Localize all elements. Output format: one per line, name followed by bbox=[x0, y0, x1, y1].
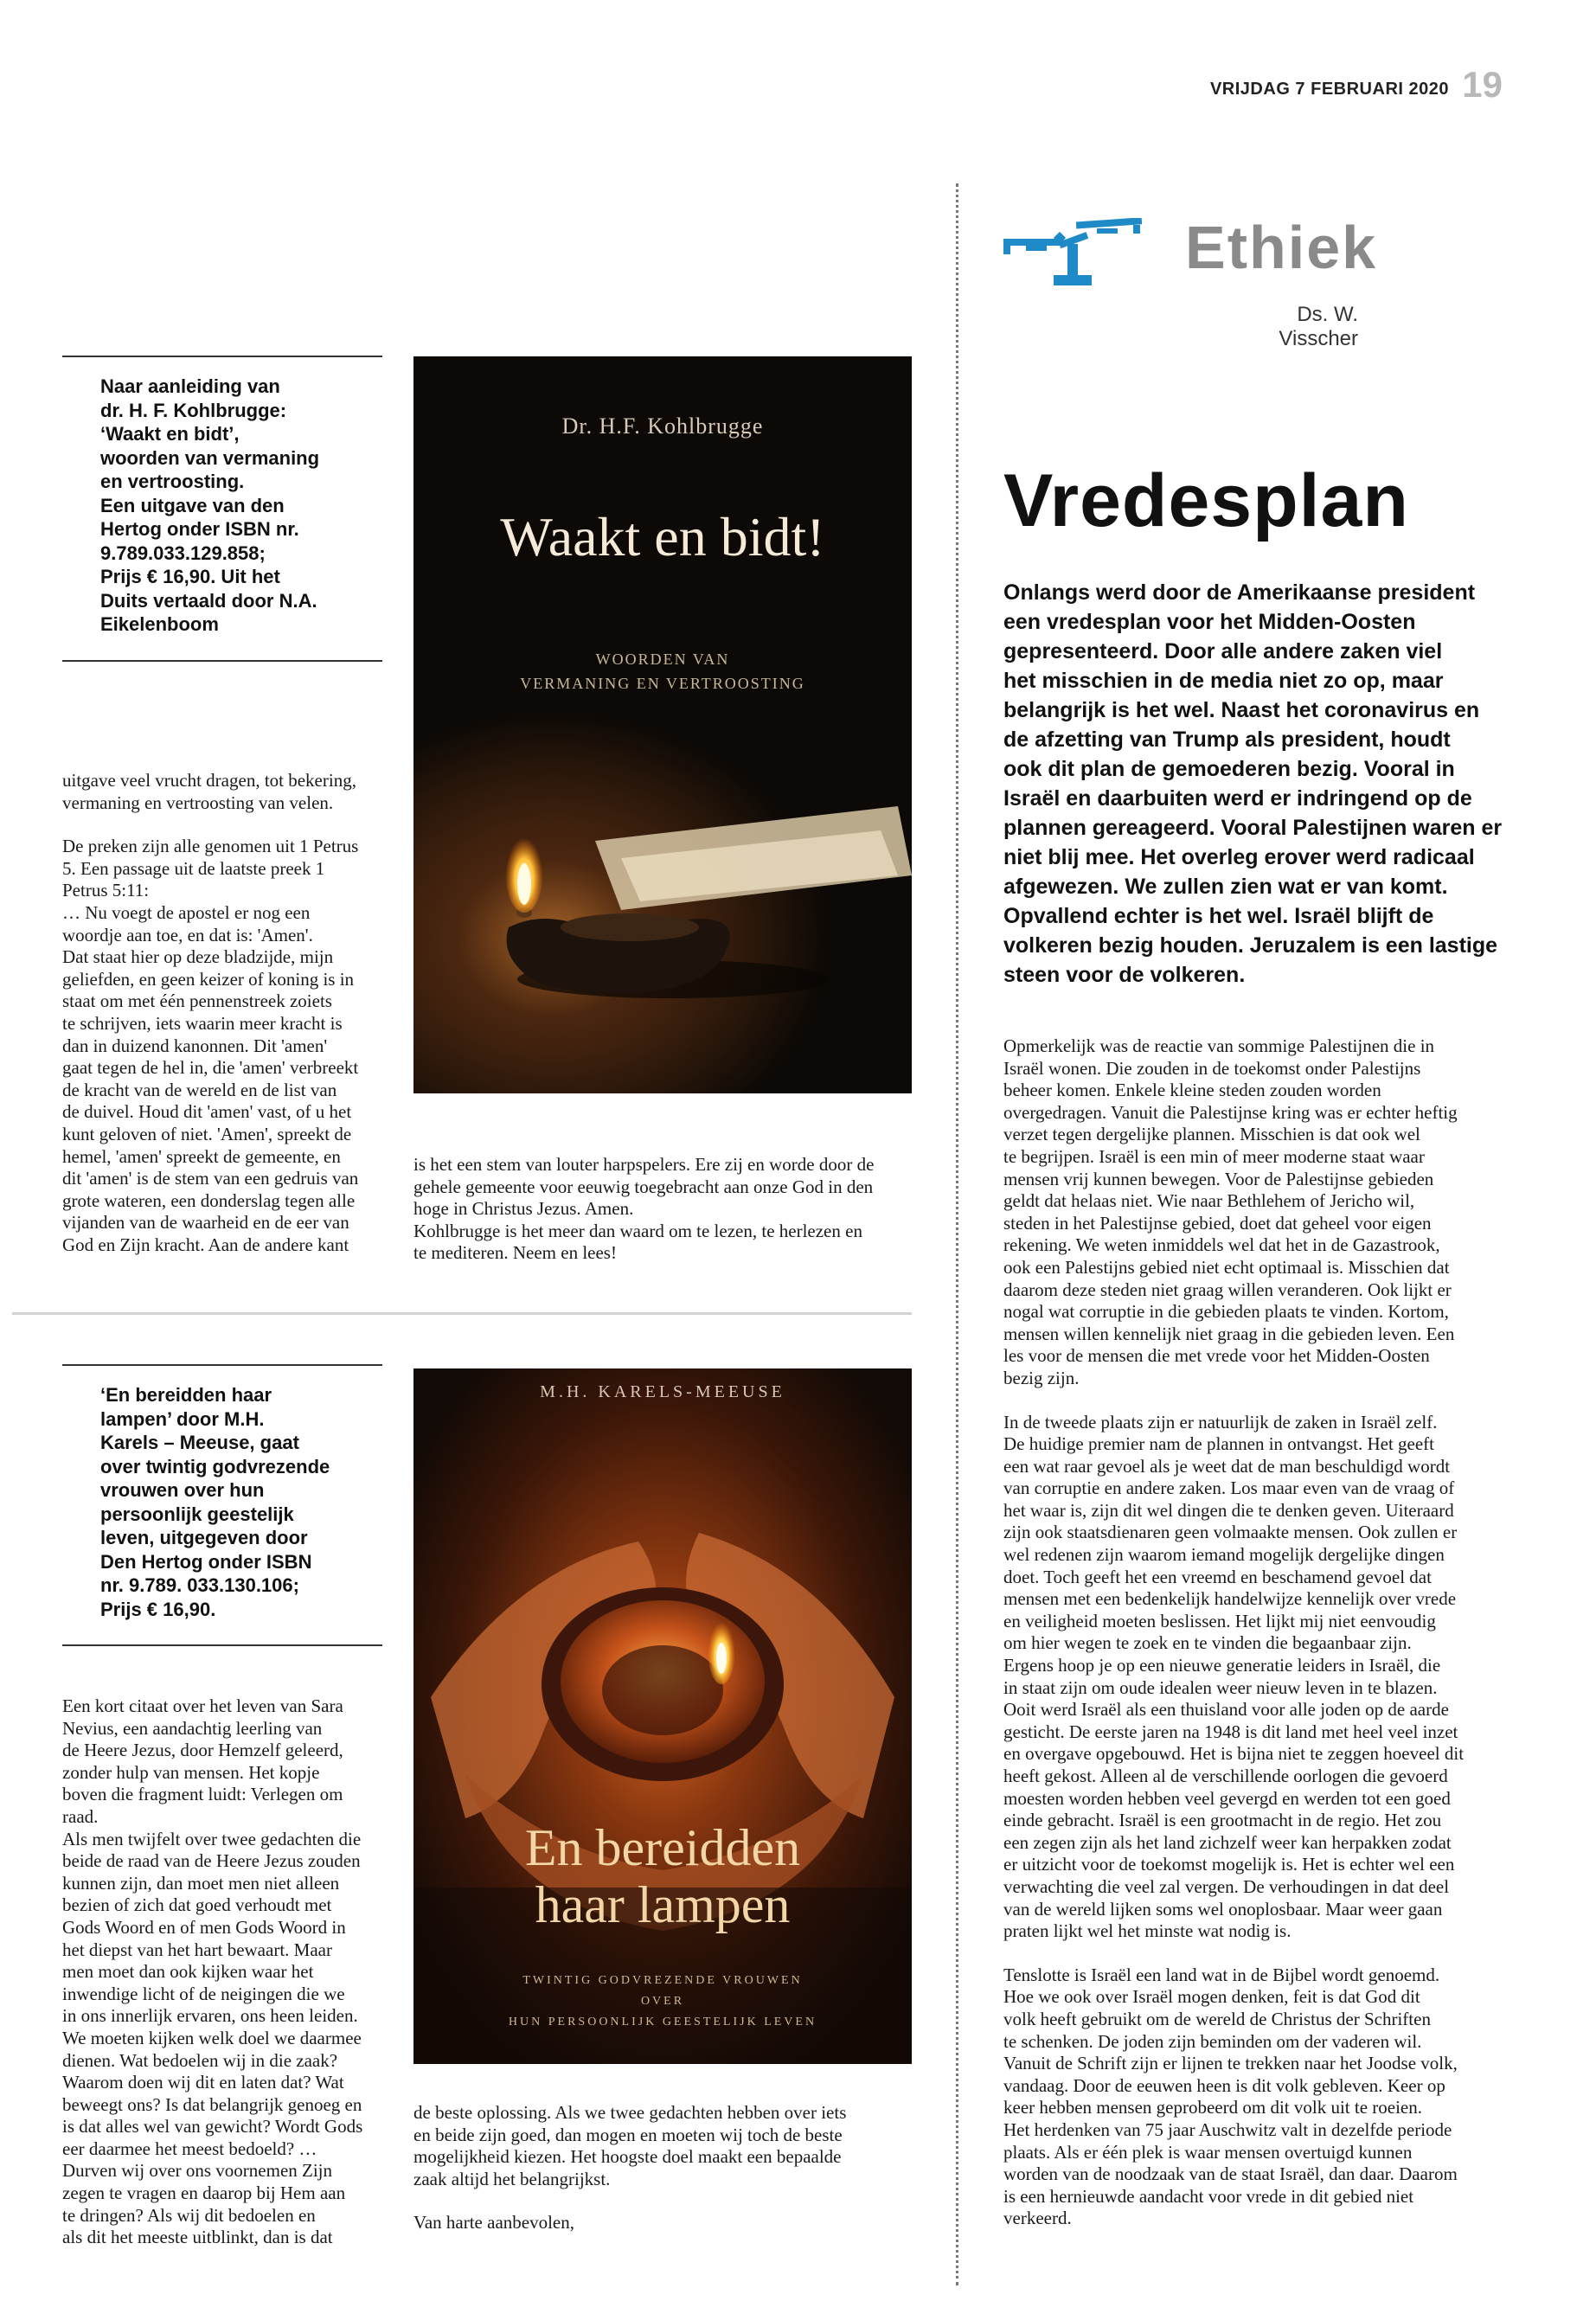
text-line: Een kort citaat over het leven van Sara bbox=[62, 1695, 343, 1716]
text-line: geliefden, en geen keizer of koning is in bbox=[62, 968, 355, 990]
text-line: en beide zijn goed, dan mogen en moeten wij toch de beste bbox=[413, 2124, 843, 2145]
info-line: Een uitgave van den bbox=[100, 494, 285, 516]
review1-text-left bbox=[62, 770, 382, 1278]
text-line: nogal wat corruptie in die gebieden plaats te vinden. Kortom, bbox=[1003, 1301, 1449, 1323]
text-line: rekening. We weten inmiddels wel dat het in de Gazastrook, bbox=[1003, 1234, 1440, 1256]
text-line: kunt geloven of niet. 'Amen', spreekt de bbox=[62, 1123, 352, 1144]
text-line: gaat tegen de hel in, die 'amen' verbreekt bbox=[62, 1057, 359, 1079]
paragraph bbox=[413, 1154, 912, 1265]
review2-text-right bbox=[413, 2102, 912, 2256]
info-line: lampen’ door M.H. bbox=[100, 1407, 265, 1430]
text-line: het diepst van het hart bewaart. Maar bbox=[62, 1939, 332, 1960]
lead-line: belangrijk is het wel. Naast het coronavirus en bbox=[1003, 698, 1480, 722]
text-line: zaak altijd het belangrijkst. bbox=[413, 2168, 611, 2189]
text-line: raad. bbox=[62, 1805, 99, 1827]
paragraph bbox=[1003, 1965, 1522, 2230]
text-line: te schenken. De joden zijn beminden om der vaderen wil. bbox=[1003, 2030, 1422, 2052]
info-line: 9.789.033.129.858; bbox=[100, 542, 266, 564]
text-line: steden in het Palestijnse gebied, doet dat geheel voor eigen bbox=[1003, 1212, 1432, 1234]
text-line: te schrijven, iets waarin meer kracht is bbox=[62, 1012, 343, 1034]
balance-scale-icon bbox=[1003, 218, 1142, 291]
paragraph bbox=[413, 2212, 912, 2234]
review1-text-right bbox=[413, 1154, 912, 1286]
text-line: worden van de noodzaak van de staat Israël, dan daar. Daarom bbox=[1003, 2163, 1458, 2185]
text-line: Het herdenken van 75 jaar Auschwitz valt in dezelfde periode bbox=[1003, 2118, 1452, 2140]
text-line: in staat zijn om oude idealen weer nieuw leven in te blazen. bbox=[1003, 1676, 1438, 1698]
text-line: dit 'amen' is de stem van een gedruis van bbox=[62, 1168, 359, 1189]
text-line: verzet tegen dergelijke plannen. Misschien is dat ook wel bbox=[1003, 1124, 1420, 1145]
text-line: God en Zijn kracht. Aan de andere kant bbox=[62, 1234, 349, 1255]
text-line: eer daarmee het meest bedoeld? … bbox=[62, 2138, 317, 2159]
text-line: van de wereld lijken soms wel onoplosbaar. Maar weer gaan bbox=[1003, 1898, 1443, 1920]
text-line: staat om met één pennenstreek zoiets bbox=[62, 990, 332, 1012]
paragraph bbox=[62, 1695, 382, 2249]
text-line: les voor de mensen die met vrede voor het Midden-Oosten bbox=[1003, 1345, 1430, 1367]
text-line: is dat alles wel van gewicht? Wordt Gods bbox=[62, 2116, 363, 2138]
text-line: Gods Woord en of men Gods Woord in bbox=[62, 1916, 346, 1938]
text-line: zonder hulp van mensen. Het kopje bbox=[62, 1761, 320, 1783]
text-line: woordje aan toe, en dat is: 'Amen'. bbox=[62, 924, 313, 945]
text-line: vandaag. Door de eeuwen heen is dit volk gebleven. Keer op bbox=[1003, 2074, 1445, 2096]
text-line: Durven wij over ons voornemen Zijn bbox=[62, 2160, 333, 2182]
info-line: en vertroosting. bbox=[100, 471, 245, 492]
text-line: bezien of zich dat goed verhoudt met bbox=[62, 1894, 332, 1916]
lead-line: Onlangs werd door de Amerikaanse president bbox=[1003, 580, 1476, 605]
text-line: vermaning en vertroosting van velen. bbox=[62, 792, 334, 813]
info-line: woorden van vermaning bbox=[100, 446, 320, 469]
text-line: boven die fragment luidt: Verlegen om bbox=[62, 1784, 343, 1805]
text-line: beweegt ons? Is dat belangrijk genoeg en bbox=[62, 2093, 362, 2115]
info-line: Hertog onder ISBN nr. bbox=[100, 518, 299, 540]
review-divider bbox=[12, 1312, 912, 1315]
text-line: inwendige licht of de neigingen die we bbox=[62, 1983, 345, 2004]
info-line: Prijs € 16,90. bbox=[100, 1598, 216, 1620]
text-line: praten lijkt wel het minste wat nodig is. bbox=[1003, 1920, 1292, 1942]
text-line: het waar is, zijn dit wel dingen die te denken geven. Uiteraard bbox=[1003, 1499, 1454, 1521]
paragraph bbox=[62, 770, 382, 814]
text-line: Israël wonen. Die zouden in de toekomst onder Palestijns bbox=[1003, 1057, 1421, 1079]
text-line: einde gebracht. Israël is een grootmacht in de regio. Het zou bbox=[1003, 1810, 1442, 1831]
article-lead bbox=[1003, 578, 1535, 990]
text-line: er uitzicht voor de toekomst mogelijk is. Het is echter wel een bbox=[1003, 1854, 1455, 1875]
lead-line: volkeren bezig houden. Jeruzalem is een lastige bbox=[1003, 933, 1498, 958]
info-line: Duits vertaald door N.A. bbox=[100, 589, 317, 612]
text-line: plaats. Als er één plek is waar mensen overtuigd kunnen bbox=[1003, 2141, 1413, 2163]
lead-line: een vredesplan voor het Midden-Oosten bbox=[1003, 610, 1416, 634]
text-line: wel redenen zijn waarom iemand mogelijk dergelijke dingen bbox=[1003, 1544, 1445, 1566]
text-line: heeft gekost. Alleen al de verschillende oorlogen die gevoerd bbox=[1003, 1766, 1448, 1786]
text-line: mensen met een bedenkelijk handelwijze kennelijk over vrede bbox=[1003, 1588, 1457, 1610]
text-line: moesten worden hebben veel gevergd en werden tot een goed bbox=[1003, 1787, 1451, 1809]
text-line: de beste oplossing. Als we twee gedachten hebben over iets bbox=[413, 2102, 847, 2123]
text-line: Hoe we ook over Israël mogen denken, feit is dat God dit bbox=[1003, 1986, 1420, 2008]
book-cover-waakt-en-bidt bbox=[413, 356, 912, 1093]
text-line: Kohlbrugge is het meer dan waard om te lezen, te herlezen en bbox=[413, 1220, 862, 1241]
info-line: persoonlijk geestelijk bbox=[100, 1503, 294, 1525]
text-line: daarom deze steden niet graag willen veranderen. Ook lijkt er bbox=[1003, 1279, 1452, 1300]
text-line: de duivel. Houd dit 'amen' vast, of u het bbox=[62, 1101, 352, 1123]
info-line: Naar aanleiding van bbox=[100, 375, 280, 397]
text-line: Tenslotte is Israël een land wat in de Bijbel wordt genoemd. bbox=[1003, 1964, 1440, 1985]
lead-line: ook dit plan de gemoederen bezig. Vooral in bbox=[1003, 757, 1455, 781]
info-line: ‘En bereidden haar bbox=[100, 1384, 272, 1406]
info-line: Karels – Meeuse, gaat bbox=[100, 1432, 299, 1453]
column-divider bbox=[956, 183, 958, 2285]
text-line: Ergens hoop je op een nieuwe generatie leiders in Israël, die bbox=[1003, 1655, 1441, 1676]
cover-subtitle-2: OVER bbox=[640, 1995, 685, 2008]
text-line: 5. Een passage uit de laatste preek 1 bbox=[62, 857, 325, 879]
paragraph bbox=[413, 2102, 912, 2190]
text-line: mensen vrij kunnen bewegen. Voor de Palestijnse gebieden bbox=[1003, 1168, 1434, 1189]
text-line: volk heeft gebruikt om de wereld de Christus der Schriften bbox=[1003, 2008, 1431, 2029]
text-line: Vanuit de Schrift zijn er lijnen te trekken naar het Joodse volk, bbox=[1003, 2053, 1458, 2074]
text-line: vijanden van de waarheid en de eer van bbox=[62, 1212, 349, 1234]
text-line: hoge in Christus Jezus. Amen. bbox=[413, 1198, 634, 1220]
text-line: zegen te vragen en daarop bij Hem aan bbox=[62, 2182, 346, 2204]
text-line: mogelijkheid kiezen. Het hoogste doel maakt een bepaalde bbox=[413, 2146, 842, 2168]
text-line: beide de raad van de Heere Jezus zouden bbox=[62, 1850, 361, 1872]
text-line: een wat raar gevoel als je weet dat de man beschuldigd wordt bbox=[1003, 1455, 1451, 1477]
text-line: Opmerkelijk was de reactie van sommige Palestijnen die in bbox=[1003, 1035, 1435, 1056]
text-line: doet. Toch geeft het een vreemd en beschamend gevoel dat bbox=[1003, 1566, 1432, 1587]
text-line: geldt dat helaas niet. Wie naar Bethlehem of Jericho wil, bbox=[1003, 1190, 1415, 1212]
text-line: en overgave opgebouwd. Het is bijna niet te zeggen hoeveel dit bbox=[1003, 1743, 1465, 1765]
text-line: een zegen zijn als het land zichzelf weer kan herpakken zodat bbox=[1003, 1831, 1452, 1853]
lead-line: afgewezen. We zullen zien wat er van komt. bbox=[1003, 875, 1448, 899]
text-line: men moet dan ook kijken waar het bbox=[62, 1961, 314, 1983]
article-body bbox=[1003, 1035, 1522, 2252]
text-line: te mediteren. Neem en lees! bbox=[413, 1242, 617, 1264]
book-cover-en-bereidden-haar-lampen bbox=[413, 1368, 912, 2064]
text-line: uitgave veel vrucht dragen, tot bekering, bbox=[62, 770, 356, 791]
cover-subtitle-2: VERMANING EN VERTROOSTING bbox=[520, 675, 805, 692]
cover-title-1: En bereidden bbox=[524, 1819, 801, 1876]
text-line: Waarom doen wij dit en laten dat? Wat bbox=[62, 2072, 344, 2093]
info-line: over twintig godvrezende bbox=[100, 1455, 330, 1477]
lead-line: Opvallend echter is het wel. Israël blijft de bbox=[1003, 904, 1434, 928]
text-line: om hier wegen te zoek en te vinden die begaanbaar zijn. bbox=[1003, 1632, 1412, 1654]
text-line: … Nu voegt de apostel er nog een bbox=[62, 901, 311, 923]
text-line: kunnen zijn, dan moet men niet alleen bbox=[62, 1872, 340, 1894]
text-line: dienen. Wat bedoelen wij in die zaak? bbox=[62, 2049, 338, 2071]
text-line: als dit het meeste uitblinkt, dan is dat bbox=[62, 2227, 333, 2248]
text-line: en veiligheid moeten beslissen. Het lijkt mij niet eenvoudig bbox=[1003, 1610, 1436, 1631]
text-line: Van harte aanbevolen, bbox=[413, 2212, 574, 2234]
text-line: Petrus 5:11: bbox=[62, 880, 150, 901]
lead-line: de afzetting van Trump als president, houdt bbox=[1003, 727, 1451, 752]
lead-line: steen voor de volkeren. bbox=[1003, 963, 1246, 987]
lead-line: Israël en daarbuiten werd er indringend op de bbox=[1003, 786, 1472, 811]
lead-line: niet blij mee. Het overleg erover werd radicaal bbox=[1003, 845, 1475, 869]
text-line: Dat staat hier op deze bladzijde, mijn bbox=[62, 946, 334, 968]
author-name: Ds. W. Visscher bbox=[1279, 303, 1358, 350]
paragraph bbox=[1003, 1035, 1522, 1390]
paragraph bbox=[1003, 1412, 1522, 1943]
lead-line: gepresenteerd. Door alle andere zaken viel bbox=[1003, 639, 1443, 663]
text-line: ook een Palestijns gebied niet echt optimaal is. Misschien dat bbox=[1003, 1256, 1450, 1278]
text-line: mensen willen kennelijk niet graag in die gebieden leven. Een bbox=[1003, 1323, 1455, 1344]
book-info-box bbox=[62, 1364, 382, 1646]
info-line: vrouwen over hun bbox=[100, 1479, 265, 1501]
info-line: Den Hertog onder ISBN bbox=[100, 1550, 312, 1573]
text-line: Ooit werd Israël als een thuisland voor alle joden op de aarde bbox=[1003, 1699, 1449, 1721]
cover-author: Dr. H.F. Kohlbrugge bbox=[561, 413, 764, 439]
text-line: is het een stem van louter harpspelers. Ere zij en worde door de bbox=[413, 1154, 875, 1175]
text-line: de Heere Jezus, door Hemzelf geleerd, bbox=[62, 1740, 343, 1761]
text-line: in ons innerlijk ervaren, ons heen leiden. bbox=[62, 2005, 358, 2027]
review2-text-left bbox=[62, 1695, 382, 2271]
info-line: ‘Waakt en bidt’, bbox=[100, 423, 240, 445]
info-line: dr. H. F. Kohlbrugge: bbox=[100, 399, 287, 421]
text-line: Nevius, een aandachtig leerling van bbox=[62, 1717, 323, 1739]
text-line: Als men twijfelt over twee gedachten die bbox=[62, 1828, 362, 1849]
article-title: Vredesplan bbox=[1003, 459, 1409, 542]
text-line: We moeten kijken welk doel we daarmee bbox=[62, 2027, 362, 2048]
page-number: 19 bbox=[1462, 64, 1503, 105]
text-line: is een hernieuwde aandacht voor vrede in dit gebied niet bbox=[1003, 2185, 1414, 2207]
text-line: gesticht. De eerste jaren na 1948 is dit land met heel veel inzet bbox=[1003, 1721, 1458, 1742]
text-line: verwachting die veel zal vergen. De verhoudingen in dat deel bbox=[1003, 1875, 1450, 1897]
text-line: hemel, 'amen' spreekt de gemeente, en bbox=[62, 1145, 341, 1167]
cover-title: Waakt en bidt! bbox=[500, 506, 825, 567]
cover-title-2: haar lampen bbox=[535, 1876, 791, 1933]
text-line: De huidige premier nam de plannen in ontvangst. Het geeft bbox=[1003, 1433, 1435, 1455]
cover-author: M.H. KARELS-MEEUSE bbox=[540, 1382, 785, 1401]
book-info-box bbox=[62, 356, 382, 662]
section-title: Ethiek bbox=[1185, 214, 1378, 281]
cover-subtitle-1: TWINTIG GODVREZENDE VROUWEN bbox=[522, 1974, 803, 1987]
issue-date: VRIJDAG 7 FEBRUARI 2020 bbox=[1209, 80, 1449, 99]
text-line: keer hebben mensen geprobeerd om dit volk uit te roeien. bbox=[1003, 2097, 1423, 2118]
info-line: leven, uitgegeven door bbox=[100, 1527, 308, 1548]
info-line: Eikelenboom bbox=[100, 613, 219, 635]
text-line: te begrijpen. Israël is een min of meer moderne staat waar bbox=[1003, 1145, 1425, 1167]
text-line: overgedragen. Vanuit die Palestijnse kring was er echter heftig bbox=[1003, 1101, 1458, 1123]
info-line: Prijs € 16,90. Uit het bbox=[100, 566, 280, 587]
paragraph bbox=[62, 836, 382, 1256]
text-line: grote wateren, een donderslag tegen alle bbox=[62, 1189, 356, 1211]
text-line: dan in duizend kanonnen. Dit 'amen' bbox=[62, 1035, 328, 1056]
text-line: te dringen? Als wij dit bedoelen en bbox=[62, 2204, 316, 2226]
info-line: nr. 9.789. 033.130.106; bbox=[100, 1574, 299, 1596]
text-line: De preken zijn alle genomen uit 1 Petrus bbox=[62, 836, 359, 857]
text-line: beheer komen. Enkele kleine steden zouden worden bbox=[1003, 1080, 1381, 1101]
text-line: gehele gemeente voor eeuwig toegebracht aan onze God in den bbox=[413, 1176, 874, 1197]
text-line: verkeerd. bbox=[1003, 2208, 1072, 2229]
lead-line: plannen gereageerd. Vooral Palestijnen waren er bbox=[1003, 816, 1503, 840]
text-line: bezig zijn. bbox=[1003, 1367, 1080, 1388]
lead-line: het misschien in de media niet zo op, maar bbox=[1003, 669, 1444, 693]
text-line: van corruptie en andere zaken. Los maar even van de vraag of bbox=[1003, 1477, 1455, 1499]
cover-subtitle-3: HUN PERSOONLIJK GEESTELIJK LEVEN bbox=[508, 2016, 817, 2029]
cover-subtitle-1: WOORDEN VAN bbox=[595, 651, 730, 668]
text-line: zijn ook staatsdienaren geen volmaakte mensen. Ook zullen er bbox=[1003, 1522, 1458, 1543]
text-line: de kracht van de wereld en de list van bbox=[62, 1079, 337, 1100]
text-line: In de tweede plaats zijn er natuurlijk de zaken in Israël zelf. bbox=[1003, 1411, 1438, 1433]
